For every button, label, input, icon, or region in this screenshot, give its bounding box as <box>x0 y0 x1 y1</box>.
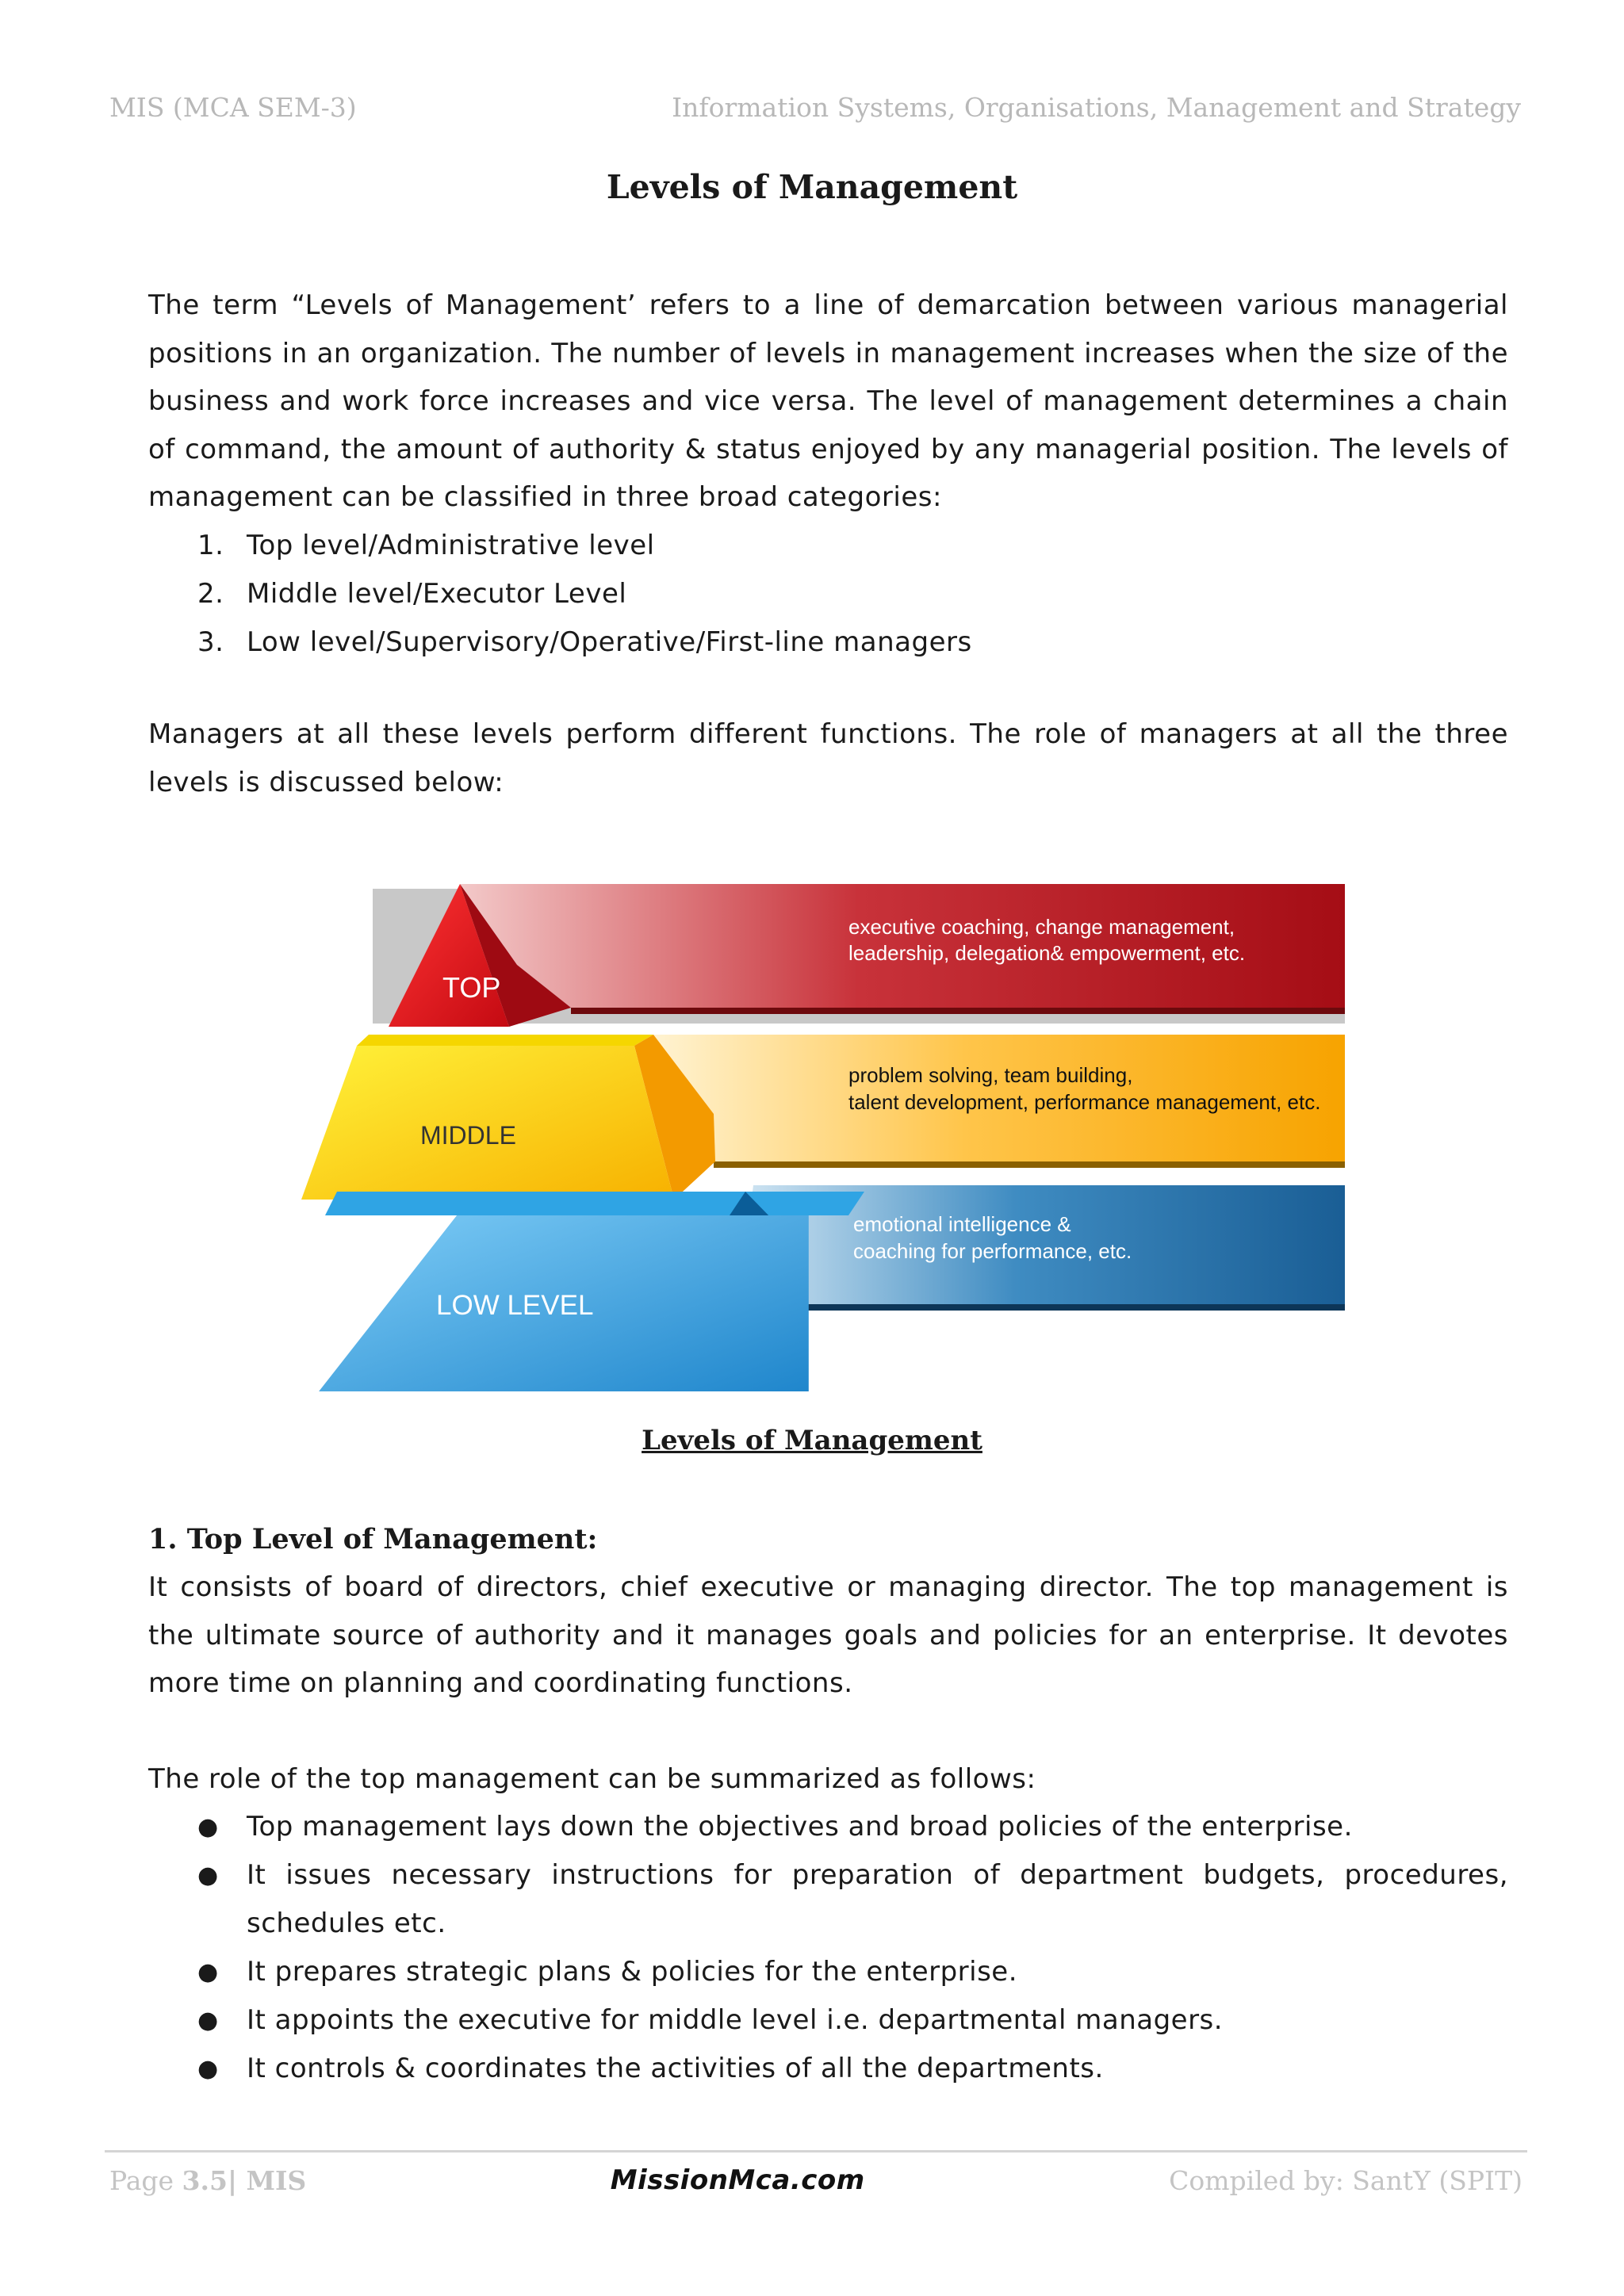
site-logo: MissionMca.com <box>610 2164 865 2196</box>
low-band-edge <box>777 1304 1345 1311</box>
bullet-icon: ● <box>197 2007 219 2034</box>
middle-label: MIDDLE <box>420 1121 516 1150</box>
section-paragraph: It consists of board of directors, chief executive or managing director. The top management is the ultimate source of authority and it manages goals and policies for an enterprise. It devotes more time on planning and coordinating functions. <box>148 1571 1508 1699</box>
header-right: Information Systems, Organisations, Management and Strategy <box>672 92 1521 123</box>
intro-section <box>148 281 1508 667</box>
bullet-icon: ● <box>197 1813 219 1841</box>
list-item: ● It issues necessary instructions for preparation of department budgets, procedures, schedules etc. <box>148 1851 1508 1948</box>
top-band-edge <box>571 1008 1345 1014</box>
levels-list <box>148 522 1508 667</box>
list-item: ● Top management lays down the objectives and broad policies of the enterprise. <box>148 1803 1508 1851</box>
top-desc-line1: executive coaching, change management, <box>848 915 1235 939</box>
section-heading: 1. Top Level of Management: <box>148 1523 598 1556</box>
bullet-icon: ● <box>197 1958 219 1986</box>
top-label: TOP <box>442 971 501 1004</box>
list-item: ● It prepares strategic plans & policies for the enterprise. <box>148 1948 1508 1996</box>
low-label: LOW LEVEL <box>436 1290 594 1321</box>
figure-caption: Levels of Management <box>642 1425 982 1456</box>
list-item: 3. Low level/Supervisory/Operative/First-line managers <box>197 626 972 658</box>
levels-pyramid-figure <box>301 876 1345 1391</box>
list-item: 1. Top level/Administrative level <box>197 529 655 561</box>
list-item: 2. Middle level/Executor Level <box>197 577 627 610</box>
role-bullet-list <box>148 1803 1508 2093</box>
bullet-icon: ● <box>197 2055 219 2083</box>
middle-desc-line2: talent development, performance management, etc. <box>848 1090 1321 1114</box>
footer-credit: Compiled by: SantY (SPIT) <box>1169 2164 1522 2196</box>
role-intro: The role of the top management can be summarized as follows: <box>148 1762 1036 1795</box>
page-header <box>109 92 1521 123</box>
top-desc-line2: leadership, delegation& empowerment, etc. <box>848 941 1246 965</box>
managers-section <box>148 710 1508 806</box>
intro-paragraph: The term “Levels of Management’ refers to a line of demarcation between various managerial positions in an organization. The number of levels in management increases when the size of the business and work force increases and vice versa. The level of management determines a chain of command, the amount of authority & status enjoyed by any managerial position. The levels of management can be classified in three broad categories: <box>148 289 1508 513</box>
middle-pyramid-top <box>357 1035 653 1046</box>
middle-band-edge <box>714 1161 1345 1168</box>
footer-divider <box>105 2150 1527 2152</box>
low-desc-line1: emotional intelligence & <box>853 1212 1071 1236</box>
page-title: Levels of Management <box>606 168 1018 206</box>
list-item: ● It controls & coordinates the activities of all the departments. <box>148 2045 1508 2093</box>
managers-paragraph: Managers at all these levels perform different functions. The role of managers at all the three levels is discussed below: <box>148 718 1508 798</box>
list-item: ● It appoints the executive for middle level i.e. departmental managers. <box>148 1996 1508 2045</box>
page-footer <box>109 2164 1522 2196</box>
middle-desc-line1: problem solving, team building, <box>848 1063 1133 1087</box>
low-desc-line2: coaching for performance, etc. <box>853 1239 1132 1263</box>
bullet-icon: ● <box>197 1862 219 1889</box>
page-number: Page 3.5| MIS <box>109 2164 307 2196</box>
low-pyramid-top <box>325 1192 864 1215</box>
header-left: MIS (MCA SEM-3) <box>109 92 357 123</box>
top-level-section <box>148 1516 1508 2093</box>
